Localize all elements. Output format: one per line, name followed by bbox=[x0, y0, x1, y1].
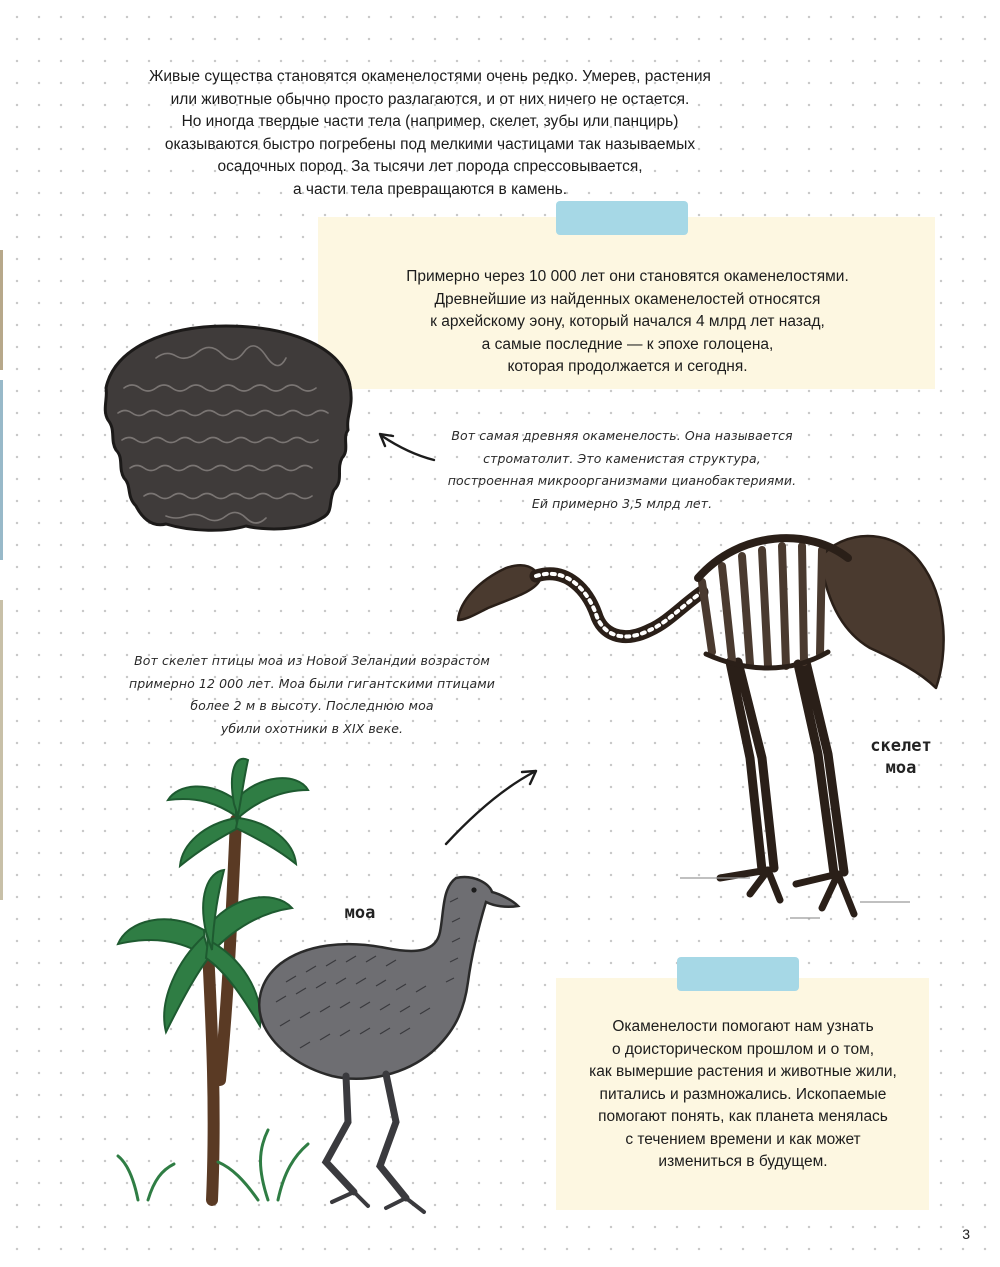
skeleton-label-line: скелет bbox=[870, 736, 932, 756]
moa-bird-illustration bbox=[236, 862, 536, 1232]
bottom-panel-tab bbox=[677, 957, 799, 991]
intro-paragraph bbox=[110, 66, 750, 201]
page-edge-strip bbox=[0, 250, 3, 370]
intro-line: осадочных пород. За тысячи лет порода спрессовывается, bbox=[217, 158, 643, 175]
bottom-panel-line: измениться в будущем. bbox=[658, 1153, 828, 1170]
top-panel-line: которая продолжается и сегодня. bbox=[507, 358, 748, 375]
stromatolite-caption bbox=[432, 425, 812, 515]
bottom-panel-line: питались и размножались. Ископаемые bbox=[599, 1085, 887, 1103]
intro-line: Но иногда твердые части тела (например, скелет, зубы или панцирь) bbox=[181, 113, 679, 130]
skeleton-label bbox=[858, 735, 944, 779]
bottom-panel-line: помогают понять, как планета менялась bbox=[598, 1108, 888, 1125]
page-edge-strip bbox=[0, 380, 3, 560]
intro-line: Живые существа становятся окаменелостями очень редко. Умерев, растения bbox=[149, 68, 711, 85]
top-panel-line: к архейскому эону, который начался 4 млрд лет назад, bbox=[430, 313, 825, 330]
arrow-to-stromatolite bbox=[378, 432, 438, 462]
bottom-panel-text bbox=[568, 1016, 918, 1174]
bottom-panel-line: как вымершие растения и животные жили, bbox=[589, 1063, 897, 1080]
bottom-panel-line: с течением времени и как может bbox=[625, 1130, 861, 1148]
stromatolite-caption-line: построенная микроорганизмами цианобактериями. bbox=[447, 473, 797, 488]
top-panel-tab bbox=[556, 201, 688, 235]
moa-caption-line: более 2 м в высоту. Последнюю моа bbox=[190, 698, 434, 713]
moa-caption-line: Вот скелет птицы моа из Новой Зеландии возрастом bbox=[134, 653, 490, 668]
moa-caption-line: убили охотники в XIX веке. bbox=[220, 720, 404, 736]
intro-line: или животные обычно просто разлагаются, и от них ничего не остается. bbox=[170, 90, 690, 108]
top-panel-line: Древнейшие из найденных окаменелостей относятся bbox=[434, 290, 821, 308]
intro-line: оказываются быстро погребены под мелкими частицами так называемых bbox=[164, 135, 696, 153]
arrow-to-skeleton bbox=[440, 768, 540, 848]
stromatolite-caption-line: строматолит. Это каменистая структура, bbox=[483, 450, 761, 466]
top-panel-line: а самые последние — к эпохе голоцена, bbox=[481, 335, 774, 353]
top-panel-line: Примерно через 10 000 лет они становятся окаменелостями. bbox=[406, 268, 849, 285]
page-number: 3 bbox=[962, 1226, 970, 1242]
bottom-panel-line: о доисторическом прошлом и о том, bbox=[611, 1040, 875, 1058]
intro-line: а части тела превращаются в камень. bbox=[292, 180, 568, 198]
stromatolite-illustration bbox=[96, 318, 356, 543]
stromatolite-caption-line: Ей примерно 3,5 млрд лет. bbox=[531, 495, 713, 511]
stromatolite-caption-line: Вот самая древняя окаменелость. Она называется bbox=[451, 428, 793, 443]
top-panel-text bbox=[340, 266, 915, 379]
moa-caption-line: примерно 12 000 лет. Моа были гигантскими птицами bbox=[128, 675, 496, 691]
page-edge-strip bbox=[0, 600, 3, 900]
moa-label: моа bbox=[344, 903, 376, 923]
bottom-panel-line: Окаменелости помогают нам узнать bbox=[612, 1018, 874, 1035]
skeleton-label-line: моа bbox=[885, 758, 917, 778]
moa-caption bbox=[112, 650, 512, 740]
